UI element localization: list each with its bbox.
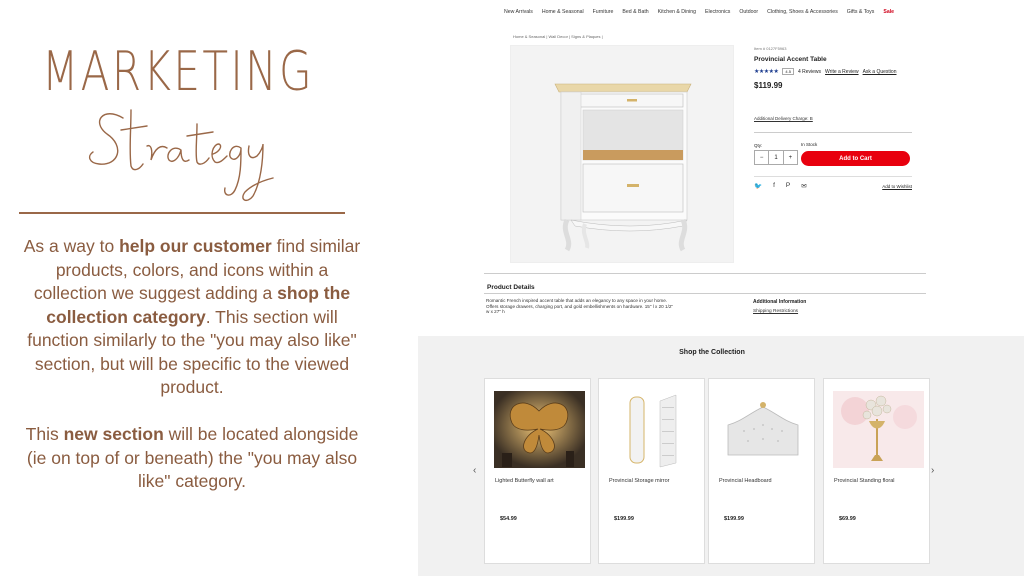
product-details-title: Product Details [487,284,535,291]
shipping-restrictions-link[interactable]: Shipping Restrictions [753,309,799,314]
shop-collection-title: Shop the Collection [679,349,745,356]
product-details-text: Romantic French inspired accent table that adds an elegancy to any space in your home. Offers storage drawers, charging port, and gold embellishments on hardware. 15" l x 20 1/2" w x 27" h [486,298,674,315]
product-name: Provincial Accent Table [754,56,827,63]
star-rating-icon: ★★★★★ [754,69,779,75]
marketing-paragraph-1 [18,235,366,400]
email-icon[interactable]: ✉ [801,183,807,190]
ask-question-link[interactable]: Ask a Question [862,68,897,75]
qty-plus-button[interactable]: + [783,151,797,164]
p1-bold-1: help our customer [119,236,272,256]
standing-floral-image [833,391,924,468]
headboard-image [718,391,809,468]
collection-card-price: $199.99 [614,516,634,522]
divider [484,273,926,274]
nav-item[interactable]: Furniture [592,9,614,15]
qty-minus-button[interactable]: − [759,154,764,161]
strategy-script-word [85,100,275,205]
collection-card[interactable] [708,378,815,564]
p2-bold-1: new section [63,424,164,444]
pinterest-icon[interactable]: P [785,182,791,189]
storage-mirror-image [608,391,699,468]
breadcrumb[interactable]: Home & Seasonal | Wall Decor | Signs & Plaques | [513,34,603,39]
product-price: $119.99 [754,81,783,90]
social-share [754,182,807,190]
rating-value: 4.5 [782,68,794,75]
divider [754,176,912,177]
add-to-cart-button[interactable]: Add to Cart [801,151,910,166]
carousel-prev-icon[interactable]: ‹ [473,465,477,476]
butterfly-wall-art-image [494,391,585,468]
collection-card-name[interactable]: Provincial Storage mirror [609,478,670,484]
divider [484,293,926,294]
collection-card-name[interactable]: Lighted Butterfly wall art [495,478,554,484]
quantity-stepper[interactable] [754,150,798,165]
accent-table-illustration [511,46,733,262]
collection-card-price: $54.99 [500,516,517,522]
facebook-icon[interactable]: f [773,182,775,189]
add-to-wishlist-link[interactable]: Add to Wishlist [882,184,912,189]
nav-item[interactable]: New Arrivals [504,9,533,15]
collection-card-name[interactable]: Provincial Headboard [719,478,772,484]
reviews-count[interactable]: 4 Reviews [797,68,822,75]
nav-item-sale[interactable]: Sale [883,9,895,15]
additional-info-title: Additional Information [753,299,807,305]
product-image[interactable] [510,45,734,263]
p1-text-1: As a way to [23,236,120,256]
product-info [754,46,914,190]
collection-card[interactable] [484,378,591,564]
qty-input[interactable]: 1 [768,151,782,164]
nav-item[interactable]: Gifts & Toys [846,9,875,15]
delivery-charge-link[interactable]: Additional Delivery Charge: B [754,116,813,121]
collection-card-name[interactable]: Provincial Standing floral [834,478,895,484]
shop-the-collection-section [418,336,1024,576]
divider [754,132,912,133]
rating-row [754,68,914,75]
nav-item[interactable]: Outdoor [739,9,759,15]
marketing-panel [0,0,400,576]
p2-text-2: will be located alongside (ie on top of or beneath) the "you may also like" category. [26,424,359,491]
write-review-link[interactable]: Write a Review [825,68,859,75]
p1-text-2: find similar products, colors, and icons within a collection we suggest adding a [33,236,361,303]
nav-item[interactable]: Bed & Bath [622,9,649,15]
p1-bold-2: shop the collection category [46,283,351,327]
collection-card[interactable] [598,378,705,564]
nav-item[interactable]: Home & Seasonal [541,9,584,15]
nav-item[interactable]: Electronics [705,9,731,15]
twitter-icon[interactable]: 🐦 [754,183,763,190]
collection-card-price: $69.99 [839,516,856,522]
nav-item[interactable]: Kitchen & Dining [657,9,697,15]
p2-text-1: This [25,424,64,444]
divider-line [19,212,345,214]
collection-card[interactable] [823,378,930,564]
product-page-screenshot [418,0,1024,576]
p1-text-3: . This section will function similarly to the "you may also like" section, but will be specific to the viewed product. [27,306,357,397]
qty-label: Qty: [754,143,763,148]
carousel-next-icon[interactable]: › [931,465,935,476]
item-number: Item # 0127F5963 [754,46,787,51]
collection-card-price: $199.99 [724,516,744,522]
top-nav [504,9,903,15]
marketing-paragraph-2 [18,423,366,494]
stock-status: In Stock [801,142,818,147]
marketing-title: MARKETING [41,40,315,103]
nav-item[interactable]: Clothing, Shoes & Accessories [767,9,838,15]
